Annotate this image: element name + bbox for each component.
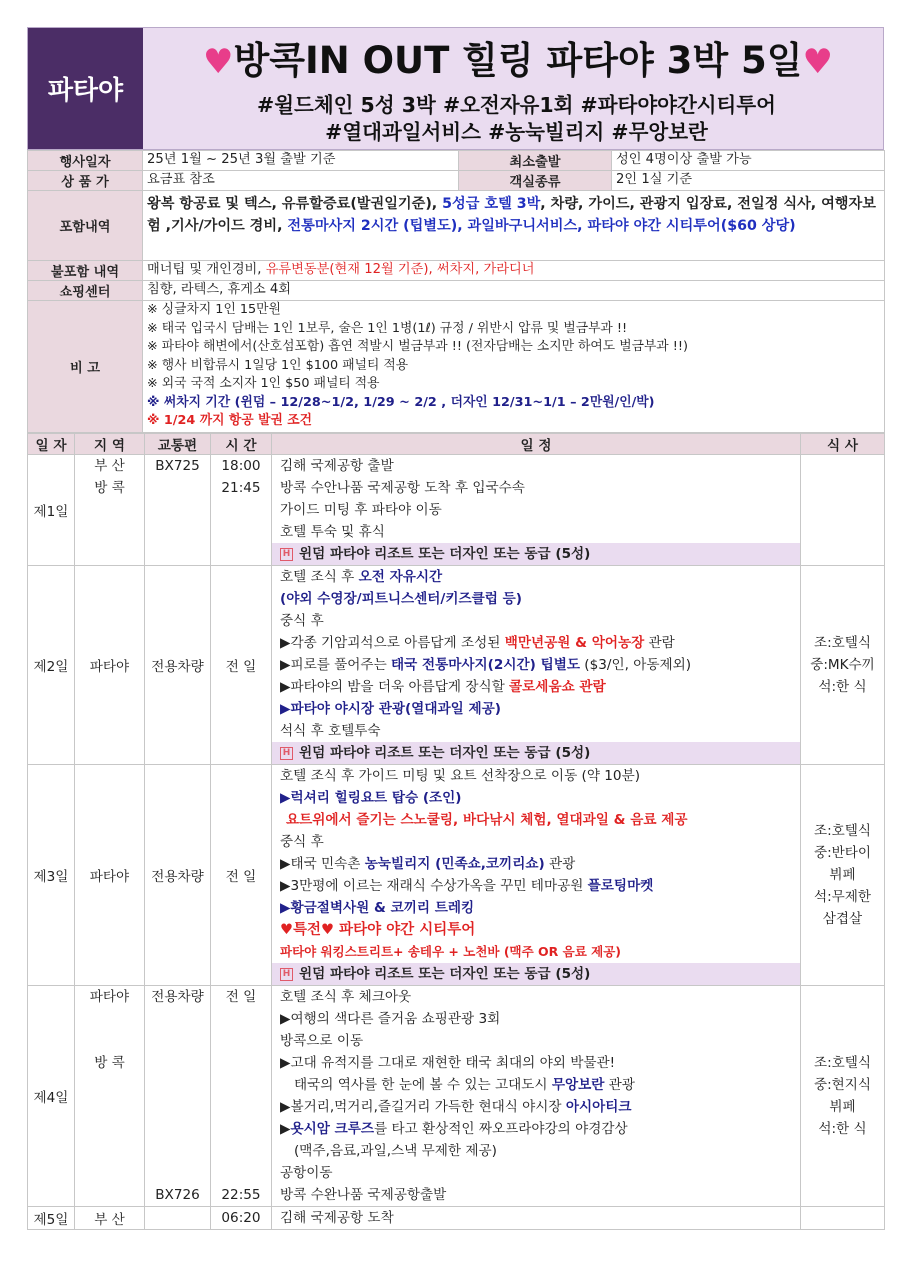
hashtag-line: #윌드체인 5성 3박 #오전자유1회 #파타야야간시티투어 bbox=[257, 93, 776, 117]
meal-cell bbox=[801, 566, 885, 765]
hotel-icon: H bbox=[280, 968, 293, 981]
hotel-icon: H bbox=[280, 747, 293, 760]
transport-cell bbox=[145, 986, 211, 1207]
meal-cell bbox=[801, 986, 885, 1207]
day-row bbox=[28, 765, 885, 986]
plan-line bbox=[272, 1118, 800, 1140]
time-value: 전 일 bbox=[225, 989, 257, 1005]
plan-line: 요트위에서 즐기는 스노쿨링, 바다낚시 체험, 열대과일 & 음료 제공 bbox=[286, 812, 688, 828]
plan-text: ▶볼거리,먹거리,즐길거리 가득한 현대식 야시장 bbox=[280, 1099, 566, 1115]
plan-line: 호텔 조식 후 체크아웃 bbox=[280, 989, 412, 1005]
plan-line bbox=[272, 654, 800, 676]
meal-item: 조:호텔식 bbox=[813, 823, 872, 839]
plan-line: 호텔 조식 후 가이드 미팅 및 요트 선착장으로 이동 (약 10분) bbox=[280, 768, 641, 784]
plan-highlight: 플로팅마켓 bbox=[587, 878, 654, 894]
time-cell bbox=[211, 455, 272, 566]
included-text: , 차량, 가이드, 관광지 입장료, 전일정 식사, 여행자보험 ,기사/가이드 경비, bbox=[147, 196, 876, 234]
day-label: 제5일 bbox=[28, 1207, 75, 1230]
hashtags bbox=[148, 92, 885, 146]
plan-cell bbox=[272, 1207, 801, 1230]
title-header bbox=[27, 27, 884, 150]
meal-item: 중:현지식 bbox=[813, 1077, 872, 1093]
day-label: 제4일 bbox=[28, 986, 75, 1207]
plan-text: ▶3만평에 이르는 재래식 수상가옥을 꾸민 테마공원 bbox=[280, 878, 588, 894]
title-text: 방콕IN OUT 힐링 파타야 3박 5일 bbox=[233, 39, 803, 82]
note-item: ※ 행사 비합류시 1일당 1인 $100 패널티 적용 bbox=[147, 357, 409, 373]
plan-line: 중식 후 bbox=[280, 613, 324, 629]
included-highlight: 전통마사지 2시간 (팁별도), 과일바구니서비스, 파타야 야간 시티투어($60 상당) bbox=[287, 218, 796, 234]
meal-item: 뷔페 bbox=[829, 1099, 856, 1115]
itinerary-document bbox=[27, 27, 884, 1230]
room-label: 객실종류 bbox=[459, 171, 612, 191]
meal-item: 석:무제한 bbox=[813, 889, 872, 905]
meal-cell bbox=[801, 765, 885, 986]
note-item: ※ 파타야 해변에서(산호섬포함) 흡연 적발시 벌금부과 !! (전자담배는 소지만 하여도 벌금부과 !!) bbox=[147, 339, 688, 354]
col-meal: 식 사 bbox=[801, 434, 885, 455]
day-row bbox=[28, 455, 885, 566]
plan-line: ▶럭셔리 힐링요트 탑승 (조인) bbox=[280, 790, 462, 806]
plan-text: ($3/인, 아동제외) bbox=[579, 657, 692, 673]
meal-item: 중:반타이 bbox=[813, 845, 872, 861]
plan-line: 방콕으로 이동 bbox=[280, 1033, 364, 1049]
day-label: 제2일 bbox=[28, 566, 75, 765]
day-label: 제1일 bbox=[28, 455, 75, 566]
plan-line: 방콕 수완나품 국제공항출발 bbox=[280, 1187, 447, 1203]
plan-line bbox=[272, 632, 800, 654]
min-label: 최소출발 bbox=[459, 151, 612, 171]
date-label: 행사일자 bbox=[28, 151, 143, 171]
place-cell bbox=[75, 986, 145, 1207]
special-offer: ♥특전♥ 파타야 야간 시티투어 bbox=[280, 922, 476, 938]
plan-text: 관광 bbox=[544, 856, 576, 872]
col-day: 일 자 bbox=[28, 434, 75, 455]
day-row bbox=[28, 986, 885, 1207]
info-table bbox=[27, 150, 885, 433]
included-label: 포함내역 bbox=[28, 191, 143, 261]
page-title bbox=[158, 30, 878, 84]
plan-highlight: 백만년공원 & 악어농장 bbox=[504, 635, 645, 651]
day-label: 제3일 bbox=[28, 765, 75, 986]
hotel-name: 윈덤 파타야 리조트 또는 더자인 또는 동급 (5성) bbox=[299, 966, 591, 982]
plan-line: 방콕 수안나품 국제공항 도착 후 입국수속 bbox=[280, 480, 525, 496]
meal-item: 중:MK수끼 bbox=[810, 657, 875, 673]
hotel-icon: H bbox=[280, 548, 293, 561]
included-highlight: 5성급 호텔 3박 bbox=[442, 196, 541, 212]
plan-cell bbox=[272, 765, 801, 986]
min-value: 성인 4명이상 출발 가능 bbox=[612, 151, 885, 171]
plan-line: 석식 후 호텔투숙 bbox=[280, 723, 381, 739]
place-name: 파타야 bbox=[89, 989, 130, 1005]
plan-text: ▶피로를 풀어주는 bbox=[280, 657, 392, 673]
plan-highlight: 욧시암 크루즈 bbox=[290, 1121, 374, 1137]
heart-icon: ♥ bbox=[802, 42, 833, 82]
plan-line: 파타야 워킹스트리트+ 송테우 + 노천바 (맥주 OR 음료 제공) bbox=[280, 944, 622, 959]
day-row bbox=[28, 1207, 885, 1230]
shopping-label: 쇼핑센터 bbox=[28, 281, 143, 301]
plan-text: ▶태국 민속촌 bbox=[280, 856, 365, 872]
hotel-line bbox=[272, 742, 800, 764]
plan-highlight: 무앙보란 bbox=[551, 1077, 605, 1093]
plan-text: ▶ bbox=[280, 1121, 291, 1137]
date-value: 25년 1월 ~ 25년 3월 출발 기준 bbox=[143, 151, 459, 171]
place-name: 방 콕 bbox=[94, 480, 125, 496]
plan-cell bbox=[272, 566, 801, 765]
col-transport: 교통편 bbox=[145, 434, 211, 455]
price-value: 요금표 참조 bbox=[143, 171, 459, 191]
plan-text: 호텔 조식 후 bbox=[280, 569, 359, 585]
meal-cell bbox=[801, 455, 885, 566]
room-value: 2인 1실 기준 bbox=[612, 171, 885, 191]
plan-line: (맥주,음료,과일,스낵 무제한 제공) bbox=[294, 1143, 497, 1159]
plan-line bbox=[272, 1074, 800, 1096]
place-name: 부 산 bbox=[94, 458, 125, 474]
place-name: 부 산 bbox=[75, 1207, 145, 1230]
excluded-value bbox=[143, 261, 885, 281]
plan-line bbox=[272, 853, 800, 875]
plan-highlight: 아시아티크 bbox=[565, 1099, 632, 1115]
included-value bbox=[143, 191, 885, 261]
note-item: ※ 태국 입국시 담배는 1인 1보루, 술은 1인 1병(1ℓ) 규정 / 위반시 압류 및 벌금부과 !! bbox=[147, 320, 628, 336]
plan-line: 가이드 미팅 후 파타야 이동 bbox=[280, 502, 442, 518]
hotel-name: 윈덤 파타야 리조트 또는 더자인 또는 동급 (5성) bbox=[299, 745, 591, 761]
plan-line: 김해 국제공항 도착 bbox=[280, 1210, 394, 1226]
hotel-line bbox=[272, 963, 800, 985]
plan-highlight: 태국 전통마사지(2시간) 팁별도 bbox=[391, 657, 580, 673]
excluded-label: 불포함 내역 bbox=[28, 261, 143, 281]
note-item: ※ 외국 국적 소지자 1인 $50 패널티 적용 bbox=[147, 376, 380, 391]
plan-line: ▶파타야 야시장 관광(열대과일 제공) bbox=[280, 701, 501, 717]
place-name: 파타야 bbox=[75, 566, 145, 765]
note-deadline: ※ 1/24 까지 항공 발권 조건 bbox=[147, 413, 312, 428]
plan-line: (야외 수영장/피트니스센터/키즈클럽 등) bbox=[280, 591, 522, 607]
logo: 파타야 bbox=[28, 28, 143, 149]
plan-text: 태국의 역사를 한 눈에 볼 수 있는 고대도시 bbox=[294, 1077, 552, 1093]
flight-number: BX725 bbox=[155, 458, 200, 474]
meal-item: 석:한 식 bbox=[818, 1121, 867, 1137]
time-value: 21:45 bbox=[221, 480, 261, 496]
plan-text: 를 타고 환상적인 짜오프라야강의 야경감상 bbox=[374, 1121, 628, 1137]
meal-item: 뷔페 bbox=[829, 867, 856, 883]
plan-line bbox=[272, 875, 800, 897]
meal-item: 조:호텔식 bbox=[813, 635, 872, 651]
plan-line: 공항이동 bbox=[280, 1165, 333, 1181]
plan-text: ▶각종 기암괴석으로 아름답게 조성된 bbox=[280, 635, 505, 651]
time-value: 18:00 bbox=[221, 458, 261, 474]
meal-item: 석:한 식 bbox=[818, 679, 867, 695]
excluded-text: 매너팁 및 개인경비, bbox=[147, 262, 266, 277]
notes-label: 비 고 bbox=[28, 301, 143, 433]
day-row bbox=[28, 566, 885, 765]
excluded-highlight: 유류변동분(현재 12월 기준), 써차지, 가라디너 bbox=[265, 262, 535, 277]
time-value: 전 일 bbox=[211, 566, 272, 765]
schedule-table bbox=[27, 433, 885, 1230]
notes-list bbox=[143, 301, 885, 433]
transport-value: 전용차량 bbox=[145, 765, 211, 986]
transport-cell bbox=[145, 455, 211, 566]
place-name: 방 콕 bbox=[94, 1055, 125, 1071]
plan-line bbox=[272, 566, 800, 588]
note-item: ※ 싱글차지 1인 15만원 bbox=[147, 302, 281, 317]
shopping-value: 침향, 라텍스, 휴게소 4회 bbox=[143, 281, 885, 301]
place-name: 파타야 bbox=[75, 765, 145, 986]
plan-line bbox=[272, 1096, 800, 1118]
plan-line: 김해 국제공항 출발 bbox=[280, 458, 394, 474]
plan-line: ▶여행의 색다른 즐거움 쇼핑관광 3회 bbox=[280, 1011, 501, 1027]
place-cell bbox=[75, 455, 145, 566]
hotel-line bbox=[272, 543, 800, 565]
plan-line: ▶황금절벽사원 & 코끼리 트레킹 bbox=[280, 900, 475, 916]
transport-value: 전용차량 bbox=[151, 989, 204, 1005]
transport-cell bbox=[145, 1207, 211, 1230]
plan-line: 중식 후 bbox=[280, 834, 324, 850]
heart-icon: ♥ bbox=[202, 42, 234, 82]
plan-highlight: 오전 자유시간 bbox=[358, 569, 443, 585]
time-cell bbox=[211, 986, 272, 1207]
hashtag-line: #열대과일서비스 #농눅빌리지 #무앙보란 bbox=[325, 120, 708, 144]
plan-text: 관람 bbox=[644, 635, 675, 651]
plan-text: ▶파타야의 밤을 더욱 아름답게 장식할 bbox=[280, 679, 510, 695]
plan-cell bbox=[272, 986, 801, 1207]
time-value: 22:55 bbox=[221, 1187, 261, 1203]
col-time: 시 간 bbox=[211, 434, 272, 455]
hotel-name: 윈덤 파타야 리조트 또는 더자인 또는 동급 (5성) bbox=[299, 546, 591, 562]
flight-number: BX726 bbox=[155, 1187, 200, 1203]
price-label: 상 품 가 bbox=[28, 171, 143, 191]
col-place: 지 역 bbox=[75, 434, 145, 455]
plan-highlight: 콜로세움쇼 관람 bbox=[509, 679, 606, 695]
note-surcharge: ※ 써차지 기간 (윈덤 – 12/28~1/2, 1/29 ~ 2/2 , 더자인 12/31~1/1 – 2만원/인/박) bbox=[147, 394, 655, 410]
plan-line: ▶고대 유적지를 그대로 재현한 태국 최대의 야외 박물관! bbox=[280, 1055, 616, 1071]
meal-cell bbox=[801, 1207, 885, 1230]
included-text: 왕복 항공료 및 텍스, 유류할증료(발권일기준), bbox=[147, 196, 443, 212]
plan-highlight: 농눅빌리지 (민족쇼,코끼리쇼) bbox=[364, 856, 545, 872]
plan-text: 관광 bbox=[604, 1077, 635, 1093]
col-plan: 일 정 bbox=[272, 434, 801, 455]
plan-cell bbox=[272, 455, 801, 566]
plan-line: 호텔 투숙 및 휴식 bbox=[280, 524, 385, 540]
time-value: 06:20 bbox=[211, 1207, 272, 1230]
plan-line bbox=[272, 676, 800, 698]
meal-item: 조:호텔식 bbox=[813, 1055, 872, 1071]
transport-value: 전용차량 bbox=[145, 566, 211, 765]
time-value: 전 일 bbox=[211, 765, 272, 986]
meal-item: 삼겹살 bbox=[822, 911, 863, 927]
